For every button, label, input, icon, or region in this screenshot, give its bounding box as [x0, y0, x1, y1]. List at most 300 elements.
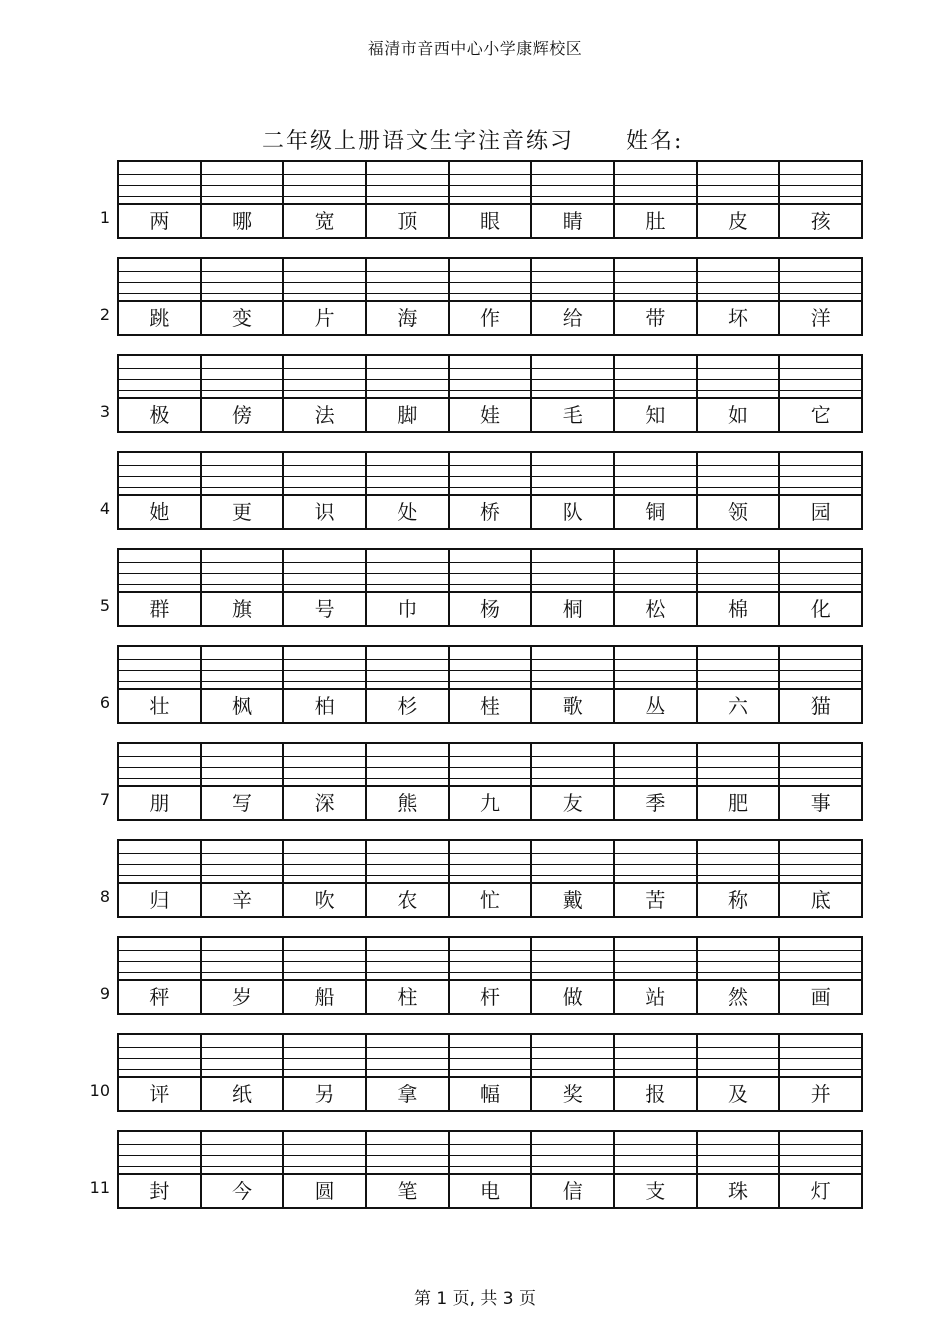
- guide-line: [202, 397, 283, 399]
- character-cell: [780, 1132, 861, 1207]
- pinyin-writing-lines[interactable]: [450, 259, 531, 301]
- pinyin-writing-lines[interactable]: [450, 356, 531, 398]
- guide-line: [119, 203, 200, 205]
- guide-line: [284, 397, 365, 399]
- guide-line: [780, 853, 861, 854]
- guide-line: [698, 659, 779, 660]
- guide-line: [119, 1069, 200, 1070]
- pinyin-writing-lines[interactable]: [698, 841, 779, 883]
- pinyin-writing-lines[interactable]: [367, 356, 448, 398]
- character-cell: [780, 938, 861, 1013]
- guide-line: [202, 584, 283, 585]
- guide-line: [615, 688, 696, 690]
- guide-line: [780, 785, 861, 787]
- guide-line: [532, 379, 613, 380]
- pinyin-writing-lines[interactable]: [284, 1035, 365, 1077]
- guide-line: [615, 1155, 696, 1156]
- guide-line: [367, 397, 448, 399]
- pinyin-writing-lines[interactable]: [698, 453, 779, 495]
- chinese-character: 做: [562, 985, 583, 1009]
- guide-line: [698, 271, 779, 272]
- pinyin-writing-lines[interactable]: [780, 162, 861, 204]
- chinese-character: 评: [149, 1082, 170, 1106]
- guide-line: [202, 681, 283, 682]
- pinyin-writing-lines[interactable]: [450, 647, 531, 689]
- guide-line: [367, 972, 448, 973]
- guide-line: [450, 196, 531, 197]
- chinese-character: 苦: [645, 888, 666, 912]
- pinyin-writing-lines[interactable]: [615, 259, 696, 301]
- guide-line: [780, 1047, 861, 1048]
- guide-line: [698, 961, 779, 962]
- pinyin-writing-lines[interactable]: [284, 550, 365, 592]
- guide-line: [202, 465, 283, 466]
- guide-line: [780, 185, 861, 186]
- guide-line: [615, 1076, 696, 1078]
- character-cell: [532, 453, 615, 528]
- guide-line: [367, 584, 448, 585]
- character-cell: [780, 647, 861, 722]
- chinese-character: 封: [149, 1179, 170, 1203]
- guide-line: [698, 853, 779, 854]
- guide-line: [284, 1058, 365, 1059]
- guide-line: [615, 293, 696, 294]
- pinyin-writing-lines[interactable]: [284, 453, 365, 495]
- guide-line: [450, 1173, 531, 1175]
- guide-line: [284, 271, 365, 272]
- pinyin-writing-lines[interactable]: [615, 744, 696, 786]
- pinyin-writing-lines[interactable]: [202, 550, 283, 592]
- guide-line: [780, 196, 861, 197]
- pinyin-writing-lines[interactable]: [615, 841, 696, 883]
- guide-line: [284, 487, 365, 488]
- pinyin-writing-lines[interactable]: [532, 259, 613, 301]
- guide-line: [450, 390, 531, 391]
- pinyin-writing-lines[interactable]: [202, 647, 283, 689]
- pinyin-writing-lines[interactable]: [780, 550, 861, 592]
- chinese-character: 棉: [728, 597, 749, 621]
- guide-line: [532, 293, 613, 294]
- pinyin-writing-lines[interactable]: [284, 647, 365, 689]
- pinyin-writing-lines[interactable]: [450, 1035, 531, 1077]
- guide-line: [698, 203, 779, 205]
- pinyin-writing-lines[interactable]: [698, 938, 779, 980]
- chinese-character: 园: [810, 500, 831, 524]
- chinese-character: 今: [232, 1179, 252, 1203]
- character-cell: [450, 356, 533, 431]
- chinese-character: 领: [728, 500, 749, 524]
- guide-line: [615, 756, 696, 757]
- chinese-character: 纸: [232, 1082, 252, 1106]
- guide-line: [698, 767, 779, 768]
- guide-line: [532, 961, 613, 962]
- pinyin-writing-lines[interactable]: [367, 453, 448, 495]
- guide-line: [532, 397, 613, 399]
- pinyin-writing-lines[interactable]: [532, 453, 613, 495]
- guide-line: [119, 1144, 200, 1145]
- pinyin-writing-lines[interactable]: [698, 1132, 779, 1174]
- pinyin-writing-lines[interactable]: [119, 550, 200, 592]
- guide-line: [367, 390, 448, 391]
- guide-line: [450, 756, 531, 757]
- guide-line: [780, 1069, 861, 1070]
- guide-line: [119, 961, 200, 962]
- guide-line: [119, 882, 200, 884]
- guide-line: [532, 185, 613, 186]
- character-cell: [532, 259, 615, 334]
- pinyin-writing-lines[interactable]: [450, 453, 531, 495]
- guide-line: [284, 282, 365, 283]
- character-cell: [698, 259, 781, 334]
- chinese-character: 傍: [232, 403, 252, 427]
- pinyin-writing-lines[interactable]: [119, 1132, 200, 1174]
- pinyin-writing-lines[interactable]: [698, 744, 779, 786]
- guide-line: [284, 659, 365, 660]
- pinyin-writing-lines[interactable]: [284, 1132, 365, 1174]
- chinese-character: 奖: [562, 1082, 583, 1106]
- guide-line: [367, 591, 448, 593]
- pinyin-writing-lines[interactable]: [780, 259, 861, 301]
- pinyin-writing-lines[interactable]: [367, 550, 448, 592]
- pinyin-writing-lines[interactable]: [202, 744, 283, 786]
- character-cell: [284, 938, 367, 1013]
- guide-line: [780, 1173, 861, 1175]
- guide-line: [367, 476, 448, 477]
- pinyin-writing-lines[interactable]: [780, 453, 861, 495]
- guide-line: [284, 293, 365, 294]
- guide-line: [284, 1166, 365, 1167]
- guide-line: [698, 972, 779, 973]
- pinyin-writing-lines[interactable]: [780, 647, 861, 689]
- guide-line: [284, 785, 365, 787]
- guide-line: [532, 573, 613, 574]
- chinese-character: 信: [562, 1179, 583, 1203]
- pinyin-writing-lines[interactable]: [450, 744, 531, 786]
- guide-line: [450, 282, 531, 283]
- pinyin-writing-lines[interactable]: [284, 938, 365, 980]
- chinese-character: 朋: [149, 791, 170, 815]
- guide-line: [284, 562, 365, 563]
- guide-line: [698, 688, 779, 690]
- guide-line: [450, 271, 531, 272]
- character-cell: [367, 356, 450, 431]
- pinyin-writing-lines[interactable]: [615, 162, 696, 204]
- pinyin-writing-lines[interactable]: [367, 162, 448, 204]
- guide-line: [284, 1047, 365, 1048]
- guide-line: [615, 1058, 696, 1059]
- guide-line: [450, 681, 531, 682]
- pinyin-writing-lines[interactable]: [450, 550, 531, 592]
- chinese-character: 它: [810, 403, 831, 427]
- chinese-character: 并: [810, 1082, 831, 1106]
- pinyin-writing-lines[interactable]: [284, 162, 365, 204]
- character-cell: [615, 550, 698, 625]
- guide-line: [202, 591, 283, 593]
- pinyin-writing-lines[interactable]: [119, 841, 200, 883]
- guide-line: [367, 1155, 448, 1156]
- guide-line: [367, 778, 448, 779]
- guide-line: [615, 1047, 696, 1048]
- guide-line: [450, 368, 531, 369]
- chinese-character: 猫: [810, 694, 831, 718]
- character-cell: [284, 259, 367, 334]
- pinyin-writing-lines[interactable]: [698, 550, 779, 592]
- character-cell: [450, 1132, 533, 1207]
- guide-line: [780, 368, 861, 369]
- row-number: 11: [89, 1178, 110, 1197]
- pinyin-writing-lines[interactable]: [615, 1035, 696, 1077]
- chinese-character: 圆: [314, 1179, 335, 1203]
- pinyin-writing-lines[interactable]: [532, 647, 613, 689]
- character-cell: [119, 647, 202, 722]
- guide-line: [698, 1173, 779, 1175]
- chinese-character: 柏: [314, 694, 335, 718]
- pinyin-writing-lines[interactable]: [284, 356, 365, 398]
- pinyin-writing-lines[interactable]: [532, 356, 613, 398]
- guide-line: [532, 300, 613, 302]
- guide-line: [698, 1069, 779, 1070]
- pinyin-writing-lines[interactable]: [615, 550, 696, 592]
- chinese-character: 坏: [728, 306, 749, 330]
- guide-line: [780, 688, 861, 690]
- pinyin-writing-lines[interactable]: [284, 841, 365, 883]
- chinese-character: 号: [314, 597, 335, 621]
- pinyin-writing-lines[interactable]: [202, 259, 283, 301]
- pinyin-writing-lines[interactable]: [119, 1035, 200, 1077]
- chinese-character: 事: [810, 791, 831, 815]
- practice-row: [0, 354, 950, 433]
- guide-line: [615, 203, 696, 205]
- chinese-character: 吹: [314, 888, 335, 912]
- pinyin-writing-lines[interactable]: [367, 647, 448, 689]
- pinyin-writing-lines[interactable]: [202, 938, 283, 980]
- pinyin-writing-lines[interactable]: [202, 356, 283, 398]
- pinyin-writing-lines[interactable]: [367, 1035, 448, 1077]
- guide-line: [615, 785, 696, 787]
- chinese-character: 杉: [397, 694, 418, 718]
- pinyin-writing-lines[interactable]: [119, 453, 200, 495]
- guide-line: [450, 950, 531, 951]
- name-label: 姓名:: [626, 129, 684, 154]
- character-cell: [119, 162, 202, 237]
- guide-line: [367, 681, 448, 682]
- chinese-character: 洋: [810, 306, 831, 330]
- guide-line: [780, 1144, 861, 1145]
- character-grid: [117, 1033, 863, 1112]
- pinyin-writing-lines[interactable]: [780, 841, 861, 883]
- chinese-character: 旗: [232, 597, 252, 621]
- pinyin-writing-lines[interactable]: [532, 744, 613, 786]
- character-cell: [367, 259, 450, 334]
- pinyin-writing-lines[interactable]: [202, 1035, 283, 1077]
- pinyin-writing-lines[interactable]: [119, 259, 200, 301]
- guide-line: [119, 875, 200, 876]
- guide-line: [532, 368, 613, 369]
- pinyin-writing-lines[interactable]: [615, 938, 696, 980]
- guide-line: [698, 1155, 779, 1156]
- chinese-character: 壮: [149, 694, 170, 718]
- pinyin-writing-lines[interactable]: [698, 647, 779, 689]
- pinyin-writing-lines[interactable]: [367, 744, 448, 786]
- guide-line: [780, 562, 861, 563]
- pinyin-writing-lines[interactable]: [450, 1132, 531, 1174]
- pinyin-writing-lines[interactable]: [284, 259, 365, 301]
- pinyin-writing-lines[interactable]: [698, 162, 779, 204]
- pinyin-writing-lines[interactable]: [615, 1132, 696, 1174]
- guide-line: [532, 494, 613, 496]
- character-cell: [532, 1035, 615, 1110]
- chinese-character: 巾: [397, 597, 418, 621]
- guide-line: [615, 494, 696, 496]
- guide-line: [119, 379, 200, 380]
- guide-line: [698, 476, 779, 477]
- character-cell: [780, 550, 861, 625]
- guide-line: [119, 591, 200, 593]
- pinyin-writing-lines[interactable]: [119, 744, 200, 786]
- character-cell: [119, 550, 202, 625]
- pinyin-writing-lines[interactable]: [119, 356, 200, 398]
- pinyin-writing-lines[interactable]: [202, 162, 283, 204]
- pinyin-writing-lines[interactable]: [532, 162, 613, 204]
- character-cell: [367, 162, 450, 237]
- pinyin-writing-lines[interactable]: [780, 1132, 861, 1174]
- guide-line: [532, 1069, 613, 1070]
- pinyin-writing-lines[interactable]: [202, 1132, 283, 1174]
- guide-line: [367, 756, 448, 757]
- guide-line: [698, 397, 779, 399]
- guide-line: [780, 271, 861, 272]
- pinyin-writing-lines[interactable]: [367, 938, 448, 980]
- guide-line: [202, 1173, 283, 1175]
- guide-line: [780, 390, 861, 391]
- guide-line: [532, 778, 613, 779]
- pinyin-writing-lines[interactable]: [202, 453, 283, 495]
- guide-line: [367, 785, 448, 787]
- chinese-character: 两: [149, 209, 170, 233]
- guide-line: [532, 670, 613, 671]
- chinese-character: 幅: [480, 1082, 501, 1106]
- pinyin-writing-lines[interactable]: [532, 1035, 613, 1077]
- guide-line: [284, 390, 365, 391]
- chinese-character: 作: [480, 306, 501, 330]
- guide-line: [119, 1166, 200, 1167]
- guide-line: [202, 1069, 283, 1070]
- pinyin-writing-lines[interactable]: [202, 841, 283, 883]
- character-grid: [117, 160, 863, 239]
- guide-line: [119, 397, 200, 399]
- pinyin-writing-lines[interactable]: [367, 1132, 448, 1174]
- guide-line: [367, 562, 448, 563]
- guide-line: [532, 1166, 613, 1167]
- guide-line: [532, 1047, 613, 1048]
- character-grid: [117, 548, 863, 627]
- character-cell: [615, 162, 698, 237]
- pinyin-writing-lines[interactable]: [615, 453, 696, 495]
- character-cell: [367, 744, 450, 819]
- pinyin-writing-lines[interactable]: [532, 841, 613, 883]
- pinyin-writing-lines[interactable]: [450, 162, 531, 204]
- guide-line: [119, 562, 200, 563]
- guide-line: [284, 864, 365, 865]
- guide-line: [284, 300, 365, 302]
- pinyin-writing-lines[interactable]: [367, 259, 448, 301]
- practice-row: [0, 1033, 950, 1112]
- character-cell: [202, 938, 285, 1013]
- pinyin-writing-lines[interactable]: [450, 841, 531, 883]
- pinyin-writing-lines[interactable]: [698, 1035, 779, 1077]
- chinese-character: 然: [728, 985, 749, 1009]
- guide-line: [202, 487, 283, 488]
- guide-line: [367, 271, 448, 272]
- guide-line: [698, 562, 779, 563]
- chinese-character: 脚: [397, 403, 418, 427]
- chinese-character: 哪: [232, 209, 252, 233]
- chinese-character: 及: [728, 1082, 749, 1106]
- guide-line: [367, 1173, 448, 1175]
- pinyin-writing-lines[interactable]: [119, 647, 200, 689]
- guide-line: [202, 1047, 283, 1048]
- chinese-character: 枫: [232, 694, 252, 718]
- pinyin-writing-lines[interactable]: [780, 938, 861, 980]
- pinyin-writing-lines[interactable]: [119, 938, 200, 980]
- pinyin-writing-lines[interactable]: [532, 1132, 613, 1174]
- guide-line: [367, 368, 448, 369]
- guide-line: [450, 1058, 531, 1059]
- pinyin-writing-lines[interactable]: [780, 1035, 861, 1077]
- pinyin-writing-lines[interactable]: [698, 356, 779, 398]
- character-cell: [780, 841, 861, 916]
- guide-line: [367, 875, 448, 876]
- pinyin-writing-lines[interactable]: [615, 647, 696, 689]
- chinese-character: 跳: [149, 306, 170, 330]
- guide-line: [119, 1076, 200, 1078]
- pinyin-writing-lines[interactable]: [780, 744, 861, 786]
- guide-line: [367, 882, 448, 884]
- guide-line: [119, 196, 200, 197]
- guide-line: [780, 767, 861, 768]
- guide-line: [284, 756, 365, 757]
- guide-line: [284, 203, 365, 205]
- guide-line: [367, 282, 448, 283]
- guide-line: [532, 282, 613, 283]
- pinyin-writing-lines[interactable]: [450, 938, 531, 980]
- pinyin-writing-lines[interactable]: [780, 356, 861, 398]
- guide-line: [450, 961, 531, 962]
- guide-line: [780, 487, 861, 488]
- pinyin-writing-lines[interactable]: [367, 841, 448, 883]
- guide-line: [698, 196, 779, 197]
- guide-line: [780, 584, 861, 585]
- pinyin-writing-lines[interactable]: [284, 744, 365, 786]
- pinyin-writing-lines[interactable]: [698, 259, 779, 301]
- guide-line: [450, 203, 531, 205]
- guide-line: [615, 979, 696, 981]
- guide-line: [450, 591, 531, 593]
- guide-line: [615, 397, 696, 399]
- chinese-character: 铜: [645, 500, 666, 524]
- guide-line: [202, 1166, 283, 1167]
- guide-line: [532, 785, 613, 787]
- guide-line: [284, 584, 365, 585]
- pinyin-writing-lines[interactable]: [532, 938, 613, 980]
- pinyin-writing-lines[interactable]: [119, 162, 200, 204]
- guide-line: [450, 875, 531, 876]
- chinese-character: 带: [645, 306, 666, 330]
- pinyin-writing-lines[interactable]: [615, 356, 696, 398]
- guide-line: [532, 681, 613, 682]
- pinyin-writing-lines[interactable]: [532, 550, 613, 592]
- character-cell: [698, 744, 781, 819]
